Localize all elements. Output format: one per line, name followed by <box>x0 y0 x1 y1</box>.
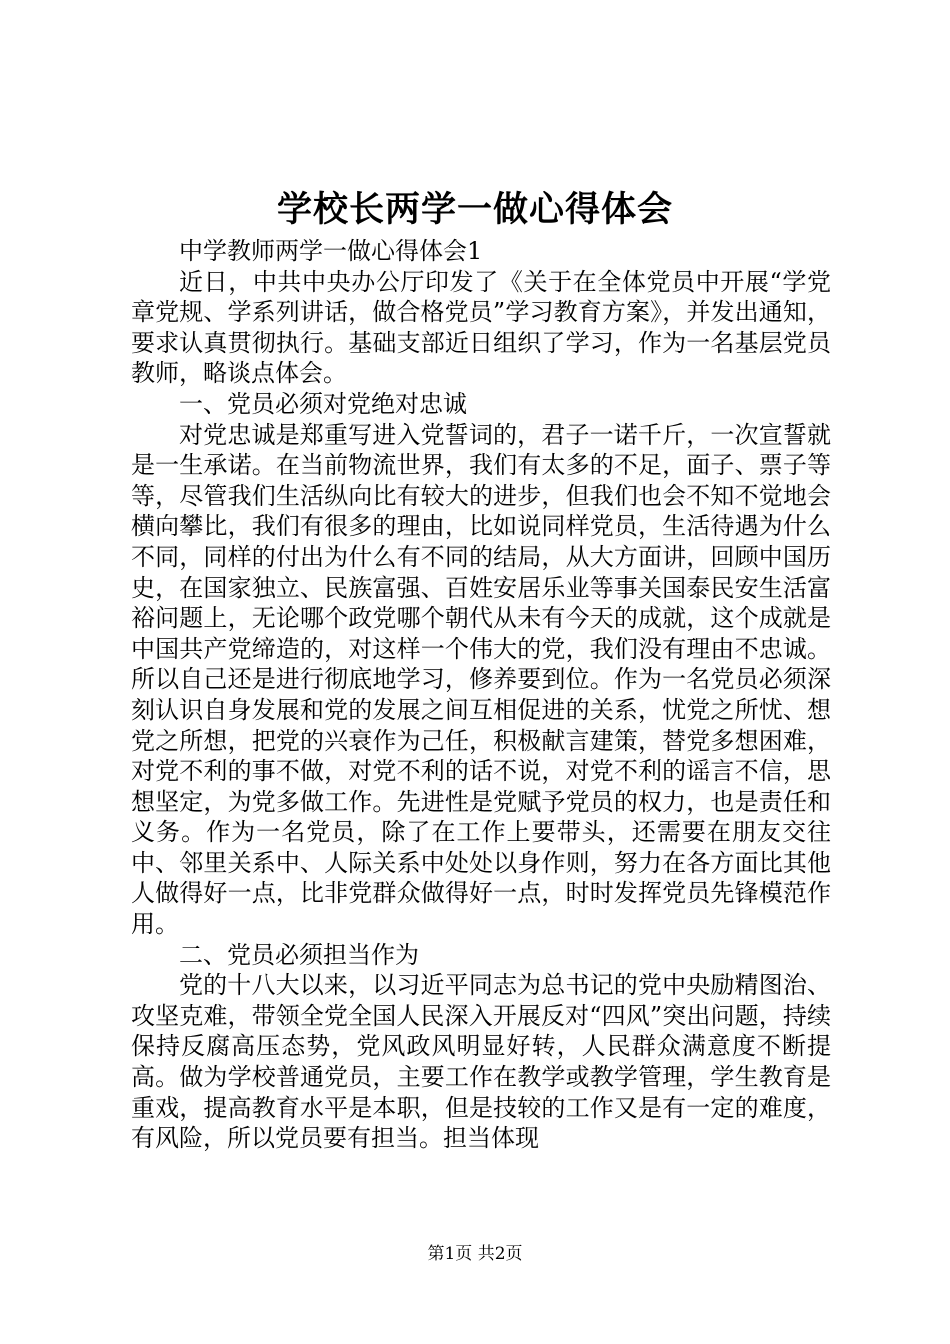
paragraph-subtitle: 中学教师两学一做心得体会1 <box>179 237 483 265</box>
document-body <box>131 236 831 1154</box>
paragraph-intro: 近日，中共中央办公厅印发了《关于在全体党员中开展“学党章党规、学系列讲话，做合格党员”学习教育方案》，并发出通知，要求认真贯彻执行。基础支部近日组织了学习，作为一名基层党员教师，略谈点体会。 <box>131 267 831 388</box>
section-heading-responsibility: 二、党员必须担当作为 <box>179 940 419 969</box>
paragraph-responsibility: 党的十八大以来，以习近平同志为总书记的党中央励精图治、攻坚克难，带领全党全国人民深入开展反对“四风”突出问题，持续保持反腐高压态势，党风政风明显好转，人民群众满意度不断提高。做为学校普通党员，主要工作在教学或教学管理，学生教育是重戏，提高教育水平是本职，但是技较的工作又是有一定的难度，有风险，所以党员要有担当。担当体现 <box>131 971 831 1153</box>
document-title: 学校长两学一做心得体会 <box>276 189 673 230</box>
page-footer: 第1页 共2页 <box>427 1244 523 1264</box>
paragraph-loyalty: 对党忠诚是郑重写进入党誓词的，君子一诺千斤，一次宣誓就是一生承诺。在当前物流世界，我们有太多的不足，面子、票子等等，尽管我们生活纵向比有较大的进步，但我们也会不知不觉地会横向攀比，我们有很多的理由，比如说同样党员，生活待遇为什么不同，同样的付出为什么有不同的结局，从大方面讲，回顾中国历史，在国家独立、民族富强、百姓安居乐业等事关国泰民安生活富裕问题上，无论哪个政党哪个朝代从未有今天的成就，这个成就是中国共产党缔造的，对这样一个伟大的党，我们没有理由不忠诚。所以自己还是进行彻底地学习，修养要到位。作为一名党员必须深刻认识自身发展和党的发展之间互相促进的关系，忧党之所忧、想党之所想，把党的兴衰作为己任，积极献言建策，替党多想困难，对党不利的事不做，对党不利的话不说，对党不利的谣言不信，思想坚定，为党多做工作。先进性是党赋予党员的权力，也是责任和义务。作为一名党员，除了在工作上要带头，还需要在朋友交往中、邻里关系中、人际关系中处处以身作则，努力在各方面比其他人做得好一点，比非党群众做得好一点，时时发挥党员先锋模范作用。 <box>131 420 831 939</box>
section-heading-loyalty: 一、党员必须对党绝对忠诚 <box>179 389 467 418</box>
